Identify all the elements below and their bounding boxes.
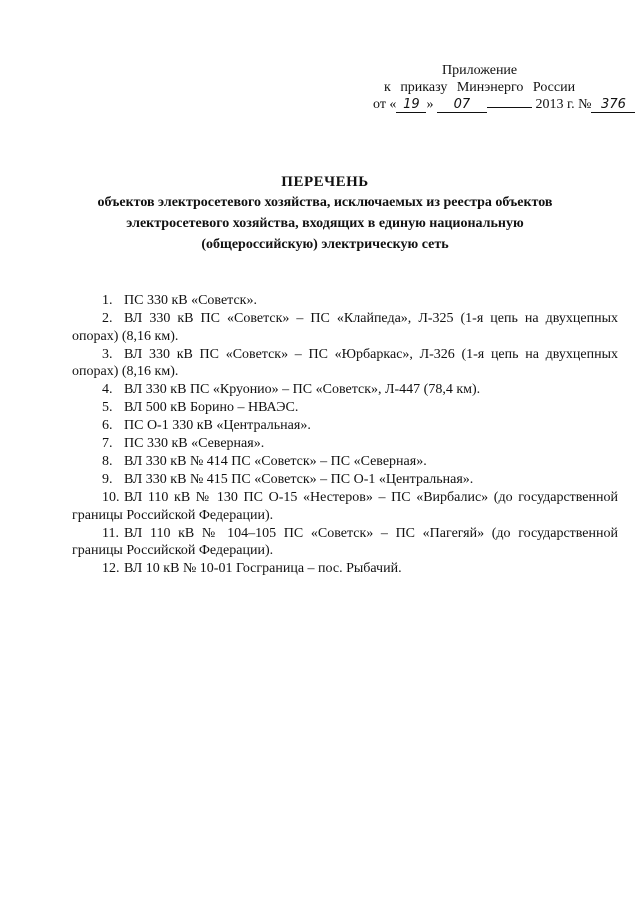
date-quote-close: »	[426, 97, 434, 112]
list-item-number: 2.	[102, 311, 113, 326]
list-item	[72, 435, 618, 453]
list-item-text: ПС О-1 330 кВ «Центральная».	[124, 418, 311, 433]
appendix-date-line	[373, 96, 624, 113]
list-item-text: ПС 330 кВ «Советск».	[124, 293, 257, 308]
list-item	[72, 525, 618, 560]
list-item-number: 5.	[102, 400, 113, 415]
list-item	[72, 489, 618, 524]
handwritten-day: 19	[396, 98, 426, 113]
title-subtitle-line: электросетевого хозяйства, входящих в единую национальную	[126, 216, 524, 231]
document-title	[60, 172, 590, 255]
list-item-number: 10.	[102, 490, 120, 505]
order-ref-word: Минэнерго	[456, 80, 524, 95]
title-subtitle-line: объектов электросетевого хозяйства, исключаемых из реестра объектов	[97, 195, 553, 210]
list-item	[72, 453, 618, 471]
list-item	[72, 417, 618, 435]
title-heading: ПЕРЕЧЕНЬ	[281, 174, 369, 190]
list-item	[72, 399, 618, 417]
list-item-text: ВЛ 10 кВ № 10-01 Госграница – пос. Рыбачий.	[124, 561, 402, 576]
list-item-text: ВЛ 330 кВ № 414 ПС «Советск» – ПС «Северная».	[124, 454, 427, 469]
list-item	[72, 471, 618, 489]
list-item-text: ВЛ 110 кВ № 130 ПС О-15 «Нестеров» – ПС «Вирбалис» (до государственной границы Российской Федерации).	[72, 490, 618, 523]
list-item-text: ПС 330 кВ «Северная».	[124, 436, 265, 451]
appendix-order-ref	[384, 79, 624, 96]
list-item-number: 1.	[102, 293, 113, 308]
order-ref-word: России	[532, 80, 576, 95]
list-item-text: ВЛ 330 кВ ПС «Круонио» – ПС «Советск», Л-447 (78,4 км).	[124, 382, 481, 397]
list-item	[72, 292, 618, 310]
list-item-text: ВЛ 330 кВ ПС «Советск» – ПС «Клайпеда», Л-325 (1-я цепь на двухцепных опорах) (8,16 км).	[72, 311, 618, 344]
order-ref-word: к	[384, 80, 391, 95]
list-item-number: 9.	[102, 472, 113, 487]
list-item-text: ВЛ 330 кВ № 415 ПС «Советск» – ПС О-1 «Центральная».	[124, 472, 474, 487]
list-item	[72, 346, 618, 381]
list-item-number: 4.	[102, 382, 113, 397]
list-item-text: ВЛ 110 кВ № 104–105 ПС «Советск» – ПС «Пагегяй» (до государственной границы Российской Федерации).	[72, 525, 618, 558]
date-blank-underline	[487, 107, 532, 108]
list-item-number: 12.	[102, 561, 120, 576]
list-item-text: ВЛ 330 кВ ПС «Советск» – ПС «Юрбаркас», Л-326 (1-я цепь на двухцепных опорах) (8,16 км).	[72, 346, 618, 379]
appendix-label: Приложение	[442, 63, 518, 78]
list-item	[72, 381, 618, 399]
title-subtitle-line: (общероссийскую) электрическую сеть	[201, 237, 449, 252]
handwritten-month: 07	[437, 98, 487, 113]
handwritten-order-number: 376	[591, 98, 635, 113]
date-prefix: от «	[373, 97, 397, 112]
objects-list	[72, 292, 618, 578]
list-item-text: ВЛ 500 кВ Борино – НВАЭС.	[124, 400, 299, 415]
order-ref-word: приказу	[400, 80, 448, 95]
list-item-number: 7.	[102, 436, 113, 451]
year-and-number-label: 2013 г. №	[535, 97, 592, 112]
list-item-number: 11.	[102, 525, 119, 541]
list-item-number: 6.	[102, 418, 113, 433]
appendix-header	[373, 62, 626, 113]
list-item	[72, 560, 618, 578]
list-item	[72, 310, 618, 345]
list-item-number: 3.	[102, 346, 113, 362]
list-item-number: 8.	[102, 454, 113, 469]
